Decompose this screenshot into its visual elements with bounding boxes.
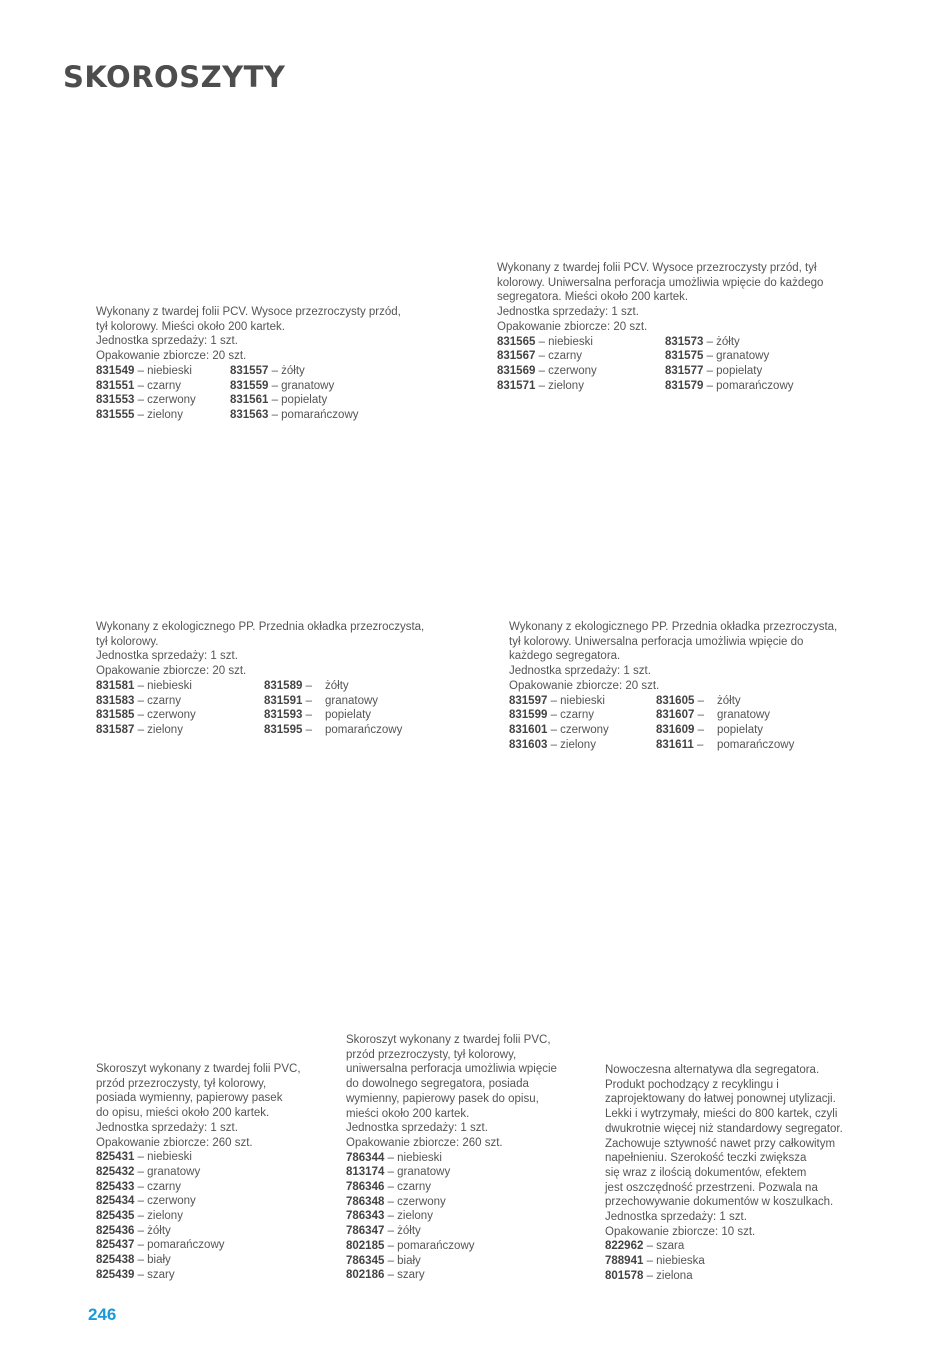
color-name: – żółty [384,1225,421,1238]
description-line: Jednostka sprzedaży: 1 szt. [509,665,651,678]
code-row [96,708,424,723]
color-name: żółty [717,694,741,707]
code-row [96,1209,301,1224]
color-name: – granatowy [703,350,770,363]
product-code: 831559 [230,379,269,392]
color-name: – szara [643,1240,685,1253]
product-code: 831579 [665,379,704,392]
code-row [497,364,823,379]
code-row [96,364,401,379]
code-list [96,364,401,423]
color-name: – zielona [643,1269,693,1282]
color-name: – czarny [535,350,583,363]
color-name: – granatowy [134,1165,201,1178]
description-line: Lekki i wytrzymały, mieści do 800 kartek, czyli [605,1108,838,1121]
product-code: 786348 [346,1195,385,1208]
description-line: do opisu, mieści około 200 kartek. [96,1107,270,1120]
dash: – [694,723,704,736]
dash: – [693,738,704,751]
product-code: 831589 [264,679,303,692]
code-row [346,1180,557,1195]
description-line: się wraz z ilością dokumentów, efektem [605,1166,807,1179]
color-name: – zielony [547,738,596,751]
description-line: segregatora. Mieści około 200 kartek. [497,291,689,304]
code-row [605,1269,843,1284]
description-line: Wykonany z ekologicznego PP. Przednia okładka przezroczysta, [96,621,425,633]
product-block-5 [96,1062,301,1283]
description-line: Skoroszyt wykonany z twardej folii PVC, [96,1063,301,1075]
description-line: Opakowanie zbiorcze: 20 szt. [509,679,660,692]
description-line: Opakowanie zbiorcze: 260 szt. [96,1136,253,1149]
description-line: Produkt pochodzący z recyklingu i [605,1078,779,1091]
color-name: – zielony [134,408,183,421]
description-line: zaprojektowany do łatwej ponownej utylizacji. [605,1093,836,1106]
code-row [605,1254,843,1269]
product-code: 825431 [96,1151,135,1164]
code-row [96,1194,301,1209]
description-line: przód przezroczysty, tył kolorowy, [346,1048,517,1061]
color-name: – pomarańczowy [134,1239,225,1252]
description-line: Nowoczesna alternatywa dla segregatora. [605,1064,820,1076]
description-line: Jednostka sprzedaży: 1 szt. [96,335,238,348]
product-code: 831603 [509,738,548,751]
product-code: 831577 [665,364,704,377]
product-code: 788941 [605,1255,644,1268]
code-row [497,379,823,394]
product-code: 825433 [96,1180,135,1193]
code-list [509,694,837,753]
product-code: 831575 [665,350,704,363]
product-code: 831597 [509,694,548,707]
description-line: Wykonany z twardej folii PCV. Wysoce przezroczysty przód, tył [497,262,817,274]
dash: – [694,709,704,722]
color-name: popielaty [325,709,372,722]
code-row [346,1239,557,1254]
color-name: – żółty [134,1224,171,1237]
code-row [96,1253,301,1268]
dash: – [302,723,312,736]
code-row [96,679,424,694]
product-code: 831605 [656,694,695,707]
color-name: – czarny [134,379,182,392]
product-code: 802186 [346,1269,385,1282]
product-code: 786347 [346,1225,385,1238]
color-name: – czerwony [134,394,196,407]
product-code: 801578 [605,1269,644,1282]
color-name: – czarny [384,1181,432,1194]
product-code: 825437 [96,1239,135,1252]
code-row [96,393,401,408]
description-line: przód przezroczysty, tył kolorowy, [96,1077,267,1090]
color-name: – czarny [134,694,182,707]
product-code: 831553 [96,394,135,407]
dash: – [302,694,312,707]
color-name: – żółty [268,364,305,377]
code-row [509,738,837,753]
code-row [346,1254,557,1269]
product-code: 831569 [497,364,536,377]
product-code: 831595 [264,723,303,736]
product-code: 825434 [96,1195,135,1208]
product-code: 831593 [264,709,303,722]
product-code: 831551 [96,379,135,392]
code-list [497,335,823,394]
code-row [96,379,401,394]
description-line: uniwersalna perforacja umożliwia wpięcie [346,1063,557,1076]
product-block-2 [497,261,823,393]
code-row [346,1224,557,1239]
product-code: 831611 [656,738,694,751]
code-list [96,679,424,738]
code-row [96,1180,301,1195]
product-code: 802185 [346,1239,385,1252]
code-row [96,1268,301,1283]
color-name: – zielony [535,379,584,392]
code-row [96,694,424,709]
code-row [346,1268,557,1283]
description-line: Skoroszyt wykonany z twardej folii PVC, [346,1034,551,1046]
code-row [497,349,823,364]
code-row [605,1239,843,1254]
color-name: – czerwony [384,1195,446,1208]
product-code: 831549 [96,364,135,377]
color-name: – niebieski [547,694,605,707]
code-row [497,335,823,350]
product-block-6 [346,1033,557,1283]
description-line: do dowolnego segregatora, posiada [346,1078,529,1091]
code-row [346,1209,557,1224]
color-name: – czarny [547,709,595,722]
code-row [96,1150,301,1165]
code-row [96,408,401,423]
product-code: 831557 [230,364,269,377]
page-number: 246 [88,1305,117,1324]
description-line: tył kolorowy. [96,635,159,648]
color-name: – pomarańczowy [703,379,794,392]
page-title: SKOROSZYTY [63,60,286,94]
color-name: – popielaty [703,364,763,377]
product-code: 831587 [96,723,135,736]
dash: – [302,679,312,692]
description-line: dwukrotnie więcej niż standardowy segregator. [605,1122,843,1135]
description-line: Opakowanie zbiorcze: 20 szt. [96,665,247,678]
product-code: 825439 [96,1268,135,1281]
product-code: 786346 [346,1181,385,1194]
description-line: Jednostka sprzedaży: 1 szt. [605,1211,747,1224]
product-code: 825435 [96,1210,135,1223]
description-line: Jednostka sprzedaży: 1 szt. [497,306,639,319]
product-code: 831609 [656,723,695,736]
product-code: 831607 [656,709,695,722]
code-row [96,1238,301,1253]
product-block-3 [96,620,424,738]
description-line: kolorowy. Uniwersalna perforacja umożliwia wpięcie do każdego [497,276,824,289]
code-row [509,694,837,709]
color-name: – niebieski [134,364,192,377]
product-code: 822962 [605,1240,644,1253]
description-line: przechowywanie dokumentów w koszulkach. [605,1196,834,1209]
product-block-4 [509,620,837,752]
product-code: 831591 [264,694,303,707]
description-line: Wykonany z ekologicznego PP. Przednia okładka przezroczysta, [509,621,838,633]
product-block-1 [96,305,401,423]
color-name: – zielony [384,1210,433,1223]
color-name: – niebieski [384,1151,442,1164]
description-line: Jednostka sprzedaży: 1 szt. [346,1122,488,1135]
product-code: 831583 [96,694,135,707]
product-code: 786345 [346,1254,385,1267]
color-name: popielaty [717,723,764,736]
product-code: 825436 [96,1224,135,1237]
description-line: Opakowanie zbiorcze: 20 szt. [96,350,247,363]
description-line: Jednostka sprzedaży: 1 szt. [96,650,238,663]
description-line: Opakowanie zbiorcze: 10 szt. [605,1225,756,1238]
product-code: 831573 [665,335,704,348]
color-name: – pomarańczowy [384,1239,475,1252]
product-code: 813174 [346,1166,385,1179]
product-code: 831563 [230,408,269,421]
code-row [509,723,837,738]
product-code: 825432 [96,1165,135,1178]
color-name: – zielony [134,723,183,736]
color-name: żółty [325,679,349,692]
color-name: – biały [134,1254,171,1267]
code-row [96,1165,301,1180]
dash: – [302,709,312,722]
code-row [346,1151,557,1166]
product-code: 831565 [497,335,536,348]
product-code: 831571 [497,379,536,392]
product-code: 831599 [509,709,548,722]
description-line: Jednostka sprzedaży: 1 szt. [96,1121,238,1134]
color-name: – czerwony [134,709,196,722]
description-line: jest oszczędność przestrzeni. Pozwala na [605,1181,818,1194]
product-code: 825438 [96,1254,135,1267]
description-line: napełnieniu. Szerokość teczki zwiększa [605,1152,807,1165]
code-row [346,1165,557,1180]
color-name: – niebieski [535,335,593,348]
product-code: 831585 [96,709,135,722]
description-line: tył kolorowy. Mieści około 200 kartek. [96,320,285,333]
color-name: granatowy [325,694,379,707]
color-name: pomarańczowy [717,738,795,751]
product-code: 786343 [346,1210,385,1223]
color-name: – czerwony [535,364,597,377]
color-name: granatowy [717,709,771,722]
color-name: – granatowy [384,1166,451,1179]
color-name: – czerwony [547,723,609,736]
color-name: – niebieska [643,1255,705,1268]
color-name: – niebieski [134,679,192,692]
description-line: Zachowuje sztywność nawet przy całkowitym [605,1137,836,1150]
color-name: – szary [384,1269,425,1282]
description-line: tył kolorowy. Uniwersalna perforacja umożliwia wpięcie do [509,635,804,648]
description-line: mieści około 200 kartek. [346,1107,470,1120]
code-row [509,708,837,723]
product-code: 831561 [230,394,269,407]
description-line: Opakowanie zbiorcze: 20 szt. [497,320,648,333]
code-row [96,1224,301,1239]
color-name: – granatowy [268,379,335,392]
color-name: – zielony [134,1210,183,1223]
description-line: Wykonany z twardej folii PCV. Wysoce przezroczysty przód, [96,306,401,318]
description-line: Opakowanie zbiorcze: 260 szt. [346,1136,503,1149]
color-name: – biały [384,1254,421,1267]
code-row [96,723,424,738]
color-name: – popielaty [268,394,328,407]
color-name: – czerwony [134,1195,196,1208]
product-code: 831581 [96,679,135,692]
code-row [346,1195,557,1210]
description-line: wymienny, papierowy pasek do opisu, [346,1092,539,1105]
description-line: każdego segregatora. [509,650,621,663]
color-name: – niebieski [134,1151,192,1164]
color-name: pomarańczowy [325,723,403,736]
product-code: 831567 [497,350,536,363]
dash: – [694,694,704,707]
product-code: 831601 [509,723,548,736]
color-name: – pomarańczowy [268,408,359,421]
description-line: posiada wymienny, papierowy pasek [96,1092,283,1105]
color-name: – żółty [703,335,740,348]
color-name: – szary [134,1268,175,1281]
product-code: 786344 [346,1151,385,1164]
color-name: – czarny [134,1180,182,1193]
product-block-7 [605,1063,843,1284]
product-code: 831555 [96,408,135,421]
